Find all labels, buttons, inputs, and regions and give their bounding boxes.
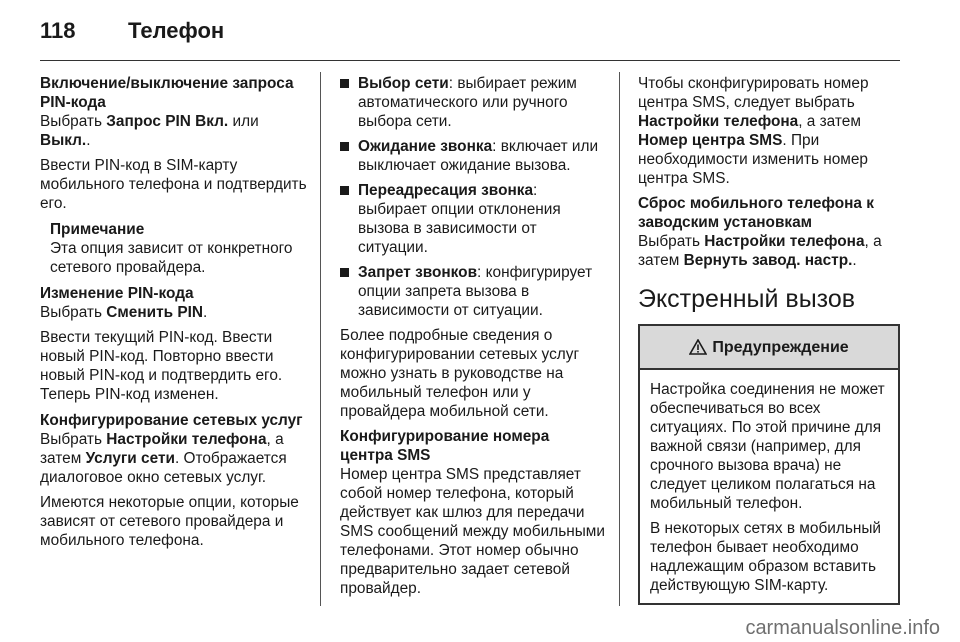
text: : выбирает опции отклонения вызова в зависимости от ситуации. (358, 182, 561, 256)
paragraph: Ввести текущий PIN-код. Ввести новый PIN-код. Повторно ввести новый PIN-код и подтвердить его. Теперь PIN-код изменен. (40, 329, 283, 403)
text: . (86, 132, 91, 149)
menu-term: Услуги сети (85, 450, 175, 467)
bullet-square-icon (340, 186, 349, 195)
menu-term: Настройки телефона (638, 113, 799, 130)
paragraph: Имеются некоторые опции, которые зависят от сетевого провайдера и мобильного телефона. (40, 494, 299, 549)
change-pin-section (40, 284, 310, 404)
text: . (852, 252, 857, 269)
paragraph: Ввести PIN-код в SIM-карту мобильного телефона и подтвердить его. (40, 157, 307, 212)
menu-term: Запрет звонков (358, 264, 478, 281)
warning-header (640, 326, 898, 370)
column-2 (340, 74, 605, 605)
note-heading: Примечание (50, 221, 145, 238)
text: или (228, 113, 259, 130)
paragraph: В некоторых сетях в мобильный телефон бывает необходимо надлежащим образом вставить действующую SIM-карту. (650, 520, 882, 594)
sms-center-section (340, 427, 605, 598)
text: , а затем (638, 233, 882, 269)
text: Выбрать (638, 233, 705, 250)
column-divider (320, 72, 321, 606)
warning-triangle-icon (689, 339, 707, 355)
menu-term: Сменить PIN (106, 304, 204, 321)
warning-title: Предупреждение (712, 338, 849, 356)
menu-term: Настройки телефона (106, 431, 267, 448)
text: : включает или выключает ожидание вызова. (358, 138, 599, 174)
note-text: Эта опция зависит от конкретного сетевого провайдера. (50, 240, 293, 276)
emergency-call-title: Экстренный вызов (638, 285, 856, 313)
text: . Отображается диалоговое окно сетевых услуг. (40, 450, 287, 486)
text: , а затем (40, 431, 284, 467)
bullet-square-icon (340, 79, 349, 88)
text: . При необходимости изменить номер центра SMS. (638, 132, 868, 187)
bullet-item (340, 263, 605, 320)
text: : конфигурирует опции запрета вызова в зависимости от ситуации. (358, 264, 593, 319)
text: Выбрать (40, 304, 107, 321)
column-divider (619, 72, 620, 606)
factory-reset-section (638, 194, 900, 270)
instruction (638, 232, 900, 270)
text: Выбрать (40, 431, 107, 448)
page-number: 118 (40, 18, 76, 43)
section-heading: Конфигурирование номера центра SMS (340, 428, 550, 464)
section-heading: Изменение PIN-кода (40, 285, 194, 302)
bullet-square-icon (340, 142, 349, 151)
header-rule (40, 60, 900, 61)
section-heading: Сброс мобильного телефона к заводским установкам (638, 195, 874, 231)
menu-term: Ожидание звонка (358, 138, 493, 155)
text: . (203, 304, 208, 321)
menu-term: Переадресация звонка (358, 182, 534, 199)
text: Выбрать (40, 113, 107, 130)
watermark: carmanualsonline.info (745, 617, 940, 639)
warning-box (638, 324, 900, 605)
section-heading: Конфигурирование сетевых услуг (40, 412, 303, 429)
menu-term: Запрос PIN Вкл. (106, 113, 229, 130)
bullet-item (340, 137, 605, 175)
bullet-item (340, 74, 605, 131)
text: Чтобы сконфигурировать номер центра SMS, следует выбрать (638, 75, 869, 111)
bullet-item (340, 181, 605, 257)
page-title: Телефон (128, 18, 225, 43)
text: , а затем (798, 113, 861, 130)
column-1 (40, 74, 310, 557)
menu-term: Выбор сети (358, 75, 449, 92)
bullet-square-icon (340, 268, 349, 277)
sms-config-paragraph (638, 74, 900, 188)
paragraph: Номер центра SMS представляет собой номер телефона, который действует как шлюз для передачи SMS сообщений между мобильными телефонами. Этот номер обычно предварительно задает сетевой провайдер. (340, 466, 605, 597)
instruction (40, 112, 310, 150)
pin-request-section (40, 74, 310, 213)
note-block (50, 220, 310, 277)
network-services-section (40, 411, 310, 550)
instruction (40, 430, 310, 487)
menu-term: Вернуть завод. настр. (683, 252, 853, 269)
instruction (40, 303, 310, 322)
section-heading: Включение/выключение запроса PIN-кода (40, 75, 294, 111)
column-3 (638, 74, 900, 605)
warning-body (640, 370, 898, 603)
menu-term: Выкл. (40, 132, 87, 149)
text: : выбирает режим автоматического или ручного выбора сети. (358, 75, 577, 130)
menu-term: Номер центра SMS (638, 132, 783, 149)
menu-term: Настройки телефона (704, 233, 865, 250)
paragraph: Более подробные сведения о конфигурировании сетевых услуг можно узнать в руководстве на мобильный телефон или у провайдера мобильной сети. (340, 327, 580, 420)
paragraph: Настройка соединения не может обеспечиваться во всех ситуациях. По этой причине для важной связи (например, для срочного вызова врача) не следует целиком полагаться на мобильный телефон. (650, 381, 885, 512)
